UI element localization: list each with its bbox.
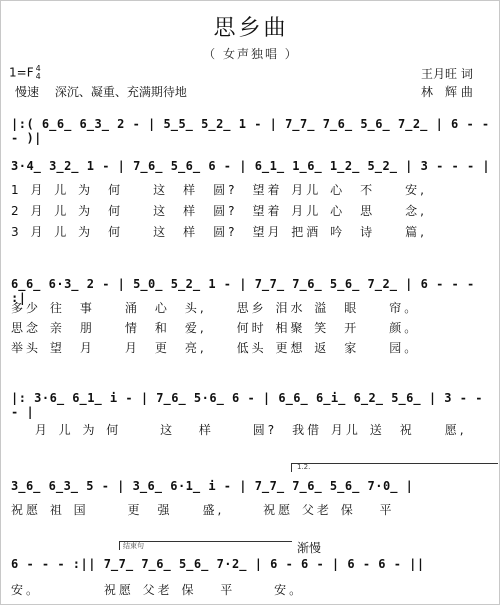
volta-label-1: 1.2. [297, 463, 311, 471]
lyric-line-2-verse-2: 2 月 儿 为 何 这 样 圆? 望着 月儿 心 思 念, [11, 204, 427, 218]
key-signature [9, 65, 41, 81]
lyric-line-3-verse-2: 思念 亲 朋 情 和 爱, 何时 相聚 笑 开 颜。 [11, 321, 420, 335]
volta-label-ending: 结束句 [123, 542, 144, 550]
lyric-line-2-verse-3: 3 月 儿 为 何 这 样 圆? 望月 把酒 吟 诗 篇, [11, 225, 427, 239]
notation-line-4: |: 3·6̲ 6̲1̲ i - | 7̲6̲ 5·6̲ 6 - | 6̲6̲ 6̲i̲ 6̲2̲ 5̲6̲ | 3 - - - | [11, 391, 483, 419]
song-title: 思乡曲 [213, 16, 289, 41]
notation-line-6: 6 - - - :|| 7̲7̲ 7̲6̲ 5̲6̲ 7·2̲ | 6 - 6 - | 6 - 6 - || [11, 557, 425, 571]
lyric-line-2-verse-1: 1 月 儿 为 何 这 样 圆? 望着 月儿 心 不 安, [11, 183, 427, 197]
lyricist-credit: 王月旺 词 [421, 67, 473, 81]
volta-bracket-1 [291, 463, 498, 472]
lyric-line-4: 月 儿 为 何 这 样 圆? 我借 月儿 送 祝 愿, [11, 423, 467, 437]
time-signature-bottom: 4 [35, 72, 41, 81]
notation-line-5: 3̲6̲ 6̲3̲ 5 - | 3̲6̲ 6·1̲ i - | 7̲7̲ 7̲6̲ 5̲6̲ 7·0̲ | [11, 479, 414, 493]
notation-line-1: |:( 6̲6̲ 6̲3̲ 2 - | 5̲5̲ 5̲2̲ 1 - | 7̲7̲ 7̲6̲ 5̲6̲ 7̲2̲ | 6 - - - )| [11, 117, 490, 145]
lyric-line-3-verse-1: 多少 往 事 涌 心 头, 思乡 泪水 溢 眼 帘。 [11, 301, 420, 315]
notation-line-2: 3·4̲ 3̲2̲ 1 - | 7̲6̲ 5̲6̲ 6 - | 6̲1̲ 1̲6̲ 1̲2̲ 5̲2̲ | 3 - - - | [11, 159, 491, 173]
tempo-marking: 慢速 深沉、凝重、充满期待地 [15, 85, 187, 99]
tempo-change-mark: 渐慢 [297, 541, 322, 555]
key-label: 1=F [9, 65, 34, 80]
song-subtitle: （ 女声独唱 ） [203, 47, 299, 61]
notation-line-3: 6̲6̲ 6·3̲ 2 - | 5̲0̲ 5̲2̲ 1 - | 7̲7̲ 7̲6̲ 5̲6̲ 7̲2̲ | 6 - - - :| [11, 277, 475, 305]
volta-bracket-ending [119, 541, 292, 550]
lyric-line-5: 祝愿 祖 国 更 强 盛, 祝愿 父老 保 平 [11, 503, 395, 517]
time-signature-top: 4 [35, 64, 41, 73]
lyric-line-3-verse-3: 举头 望 月 月 更 亮, 低头 更想 返 家 园。 [11, 341, 420, 355]
lyric-line-6: 安。 祝愿 父老 保 平 安。 [11, 583, 305, 597]
composer-credit: 林 辉 曲 [421, 85, 473, 99]
time-signature [36, 65, 41, 81]
